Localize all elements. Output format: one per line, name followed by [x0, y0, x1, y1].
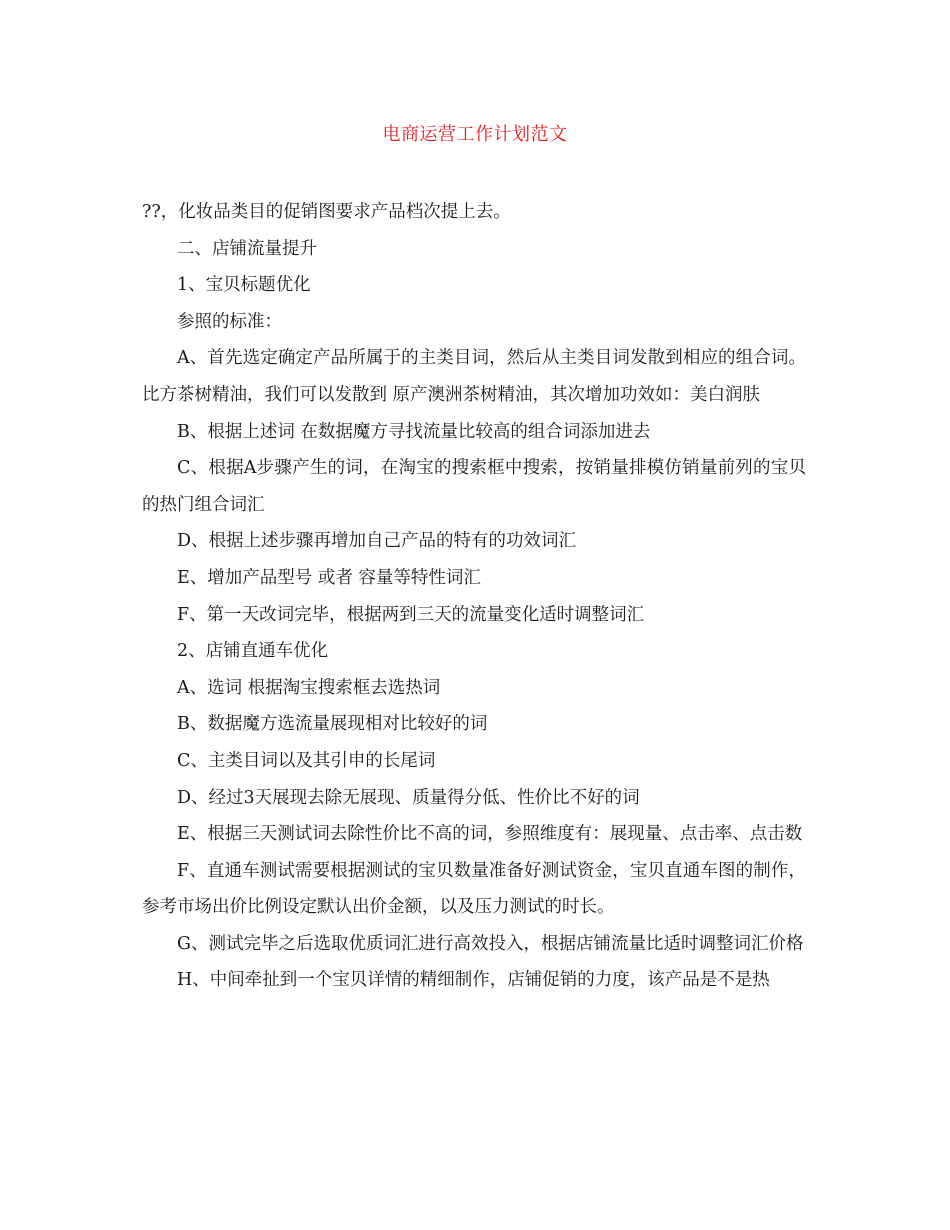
list-item: C、主类目词以及其引申的长尾词	[177, 750, 436, 771]
list-item: D、经过3天展现去除无展现、质量得分低、性价比不好的词	[177, 787, 640, 808]
list-item: E、增加产品型号 或者 容量等特性词汇	[177, 567, 481, 588]
subsection-heading: 2、店铺直通车优化	[177, 641, 329, 662]
list-item: D、根据上述步骤再增加自己产品的特有的功效词汇	[177, 531, 577, 552]
list-item: A、首先选定确定产品所属于的主类目词，然后从主类目词发散到相应的组合词。比方茶树精油，我们可以发散到 原产澳洲茶树精油，其次增加功效如：美白润肤	[142, 348, 806, 405]
list-item: C、根据A步骤产生的词，在淘宝的搜索框中搜索，按销量排模仿销量前列的宝贝的热门组合词汇	[142, 458, 806, 515]
list-item: A、选词 根据淘宝搜索框去选热词	[177, 677, 441, 698]
subsection-heading: 1、宝贝标题优化	[177, 275, 311, 296]
document-title: 电商运营工作计划范文	[382, 124, 568, 145]
list-item: G、测试完毕之后选取优质词汇进行高效投入，根据店铺流量比适时调整词汇价格	[177, 933, 804, 954]
list-item: H、中间牵扯到一个宝贝详情的精细制作，店铺促销的力度，该产品是不是热	[177, 970, 770, 991]
list-item: B、根据上述词 在数据魔方寻找流量比较高的组合词添加进去	[177, 421, 651, 442]
list-item: F、第一天改词完毕，根据两到三天的流量变化适时调整词汇	[177, 604, 645, 625]
list-item: F、直通车测试需要根据测试的宝贝数量准备好测试资金，宝贝直通车图的制作，参考市场出价比例设定默认出价金额，以及压力测试的时长。	[142, 860, 806, 918]
list-item: B、数据魔方选流量展现相对比较好的词	[177, 714, 488, 735]
paragraph: ??，化妆品类目的促销图要求产品档次提上去。	[142, 202, 511, 222]
document-body	[142, 194, 806, 999]
section-heading: 二、店铺流量提升	[177, 238, 317, 259]
paragraph: 参照的标准：	[177, 311, 282, 332]
list-item: E、根据三天测试词去除性价比不高的词，参照维度有：展现量、点击率、点击数	[177, 824, 803, 845]
